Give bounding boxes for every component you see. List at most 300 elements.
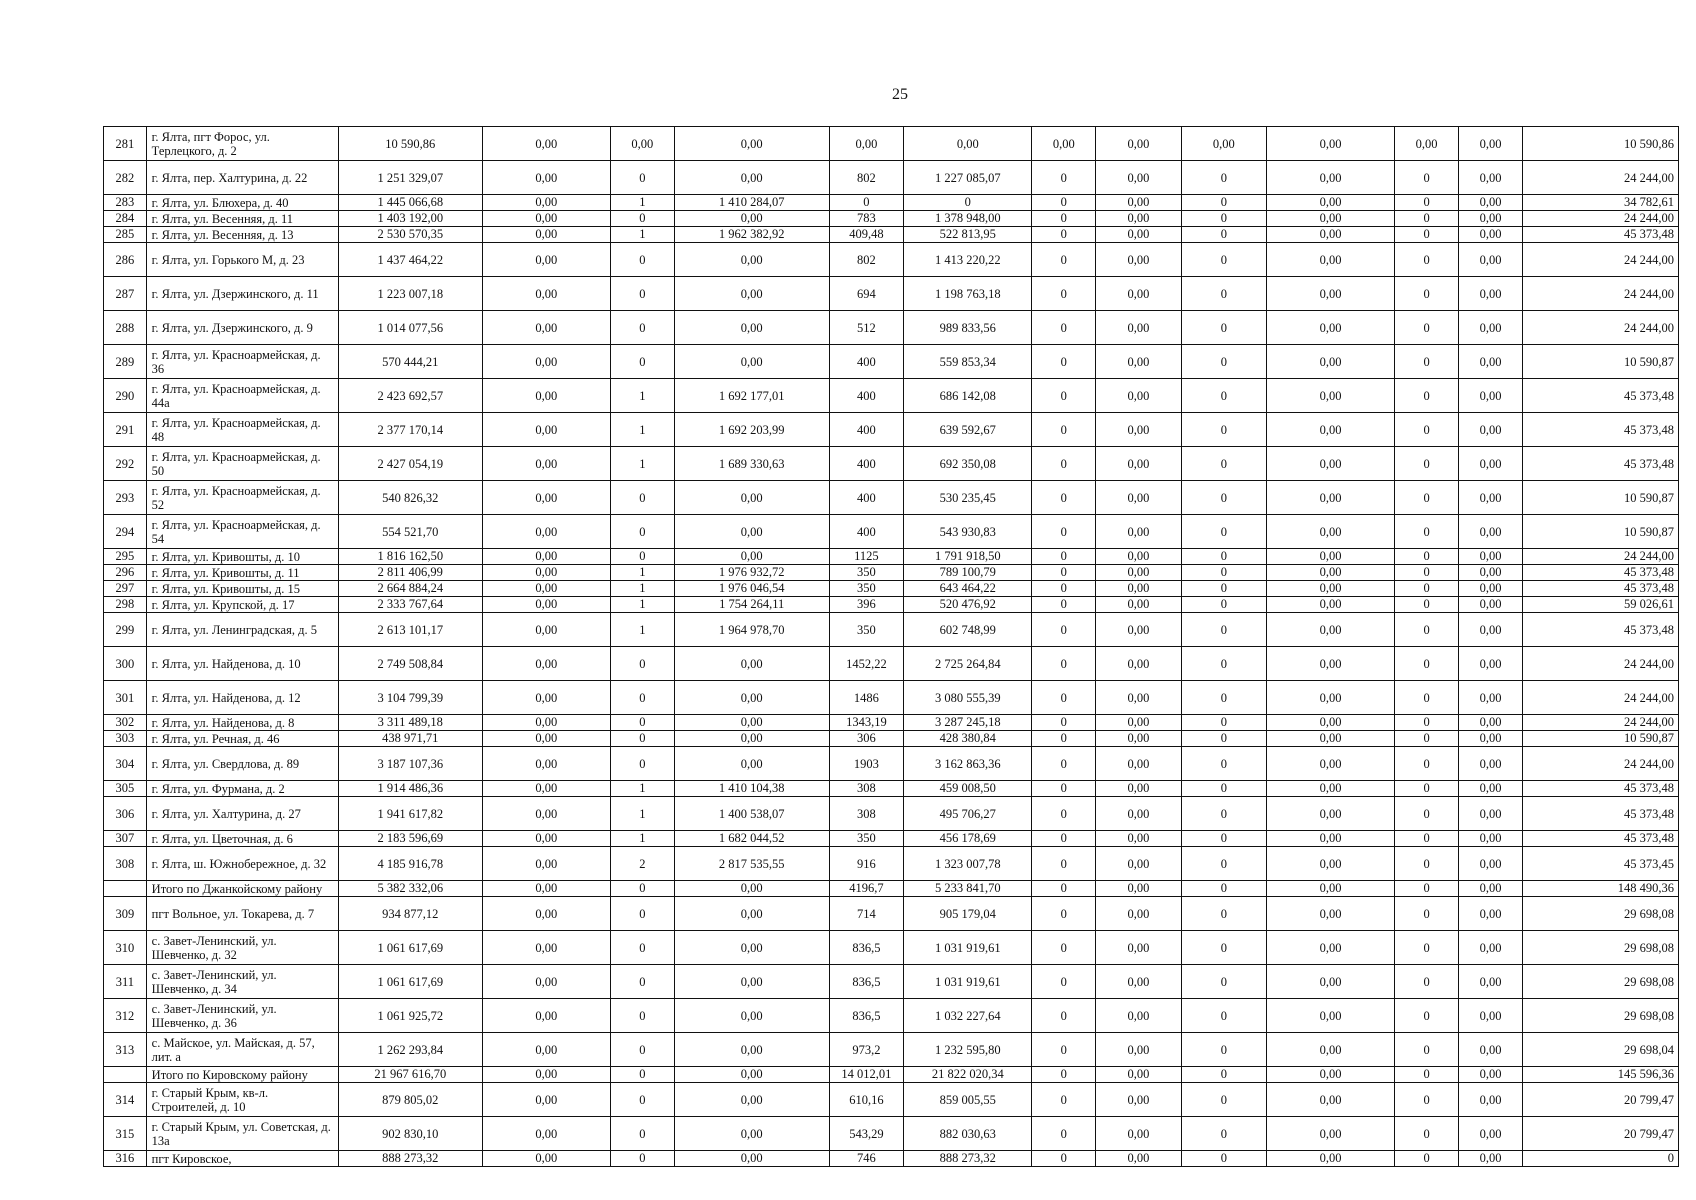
cell-count-5: 0 — [1395, 1151, 1459, 1167]
cell-cost-4: 0,00 — [1267, 731, 1395, 747]
cell-col-4: 0,00 — [482, 549, 610, 565]
table-row — [104, 379, 1679, 413]
cell-cost-1: 0,00 — [674, 965, 829, 999]
cell-count-4: 0 — [1181, 797, 1266, 831]
cell-col-4: 0,00 — [482, 481, 610, 515]
cell-cost-1: 0,00 — [674, 345, 829, 379]
cell-total-cost: 438 971,71 — [338, 731, 482, 747]
cell-cost-2: 1 413 220,22 — [904, 243, 1032, 277]
cell-cost-4: 0,00 — [1267, 747, 1395, 781]
cell-cost-last: 34 782,61 — [1523, 195, 1679, 211]
cell-address: г. Ялта, ул. Халтурина, д. 27 — [146, 797, 338, 831]
cell-cost-4: 0,00 — [1267, 227, 1395, 243]
table-row — [104, 447, 1679, 481]
cell-area: 802 — [829, 161, 904, 195]
table-row — [104, 243, 1679, 277]
cell-cost-last: 59 026,61 — [1523, 597, 1679, 613]
cell-count-5: 0 — [1395, 681, 1459, 715]
cell-total-cost: 3 187 107,36 — [338, 747, 482, 781]
cell-cost-5: 0,00 — [1459, 597, 1523, 613]
cell-row-number: 295 — [104, 549, 147, 565]
cell-cost-4: 0,00 — [1267, 681, 1395, 715]
cell-cost-1: 1 410 104,38 — [674, 781, 829, 797]
cell-count-3: 0 — [1032, 1083, 1096, 1117]
cell-cost-2: 530 235,45 — [904, 481, 1032, 515]
cell-cost-5: 0,00 — [1459, 565, 1523, 581]
cell-cost-1: 1 692 203,99 — [674, 413, 829, 447]
cell-count-4: 0 — [1181, 243, 1266, 277]
table-row — [104, 565, 1679, 581]
cell-total-cost: 554 521,70 — [338, 515, 482, 549]
cell-total-cost: 1 914 486,36 — [338, 781, 482, 797]
cell-total-cost: 570 444,21 — [338, 345, 482, 379]
cell-count-1: 0 — [610, 747, 674, 781]
cell-cost-5: 0,00 — [1459, 195, 1523, 211]
cell-cost-1: 0,00 — [674, 1151, 829, 1167]
cell-count-5: 0 — [1395, 1067, 1459, 1083]
cell-cost-4: 0,00 — [1267, 1033, 1395, 1067]
cell-count-1: 0 — [610, 1151, 674, 1167]
cell-col-4: 0,00 — [482, 1151, 610, 1167]
cell-cost-2: 1 227 085,07 — [904, 161, 1032, 195]
cell-cost-last: 10 590,86 — [1523, 127, 1679, 161]
cell-cost-4: 0,00 — [1267, 581, 1395, 597]
cell-address: г. Ялта, ул. Горького М, д. 23 — [146, 243, 338, 277]
cell-cost-2: 888 273,32 — [904, 1151, 1032, 1167]
cell-cost-last: 0 — [1523, 1151, 1679, 1167]
cell-cost-last: 24 244,00 — [1523, 311, 1679, 345]
table-row — [104, 1083, 1679, 1117]
cell-cost-4: 0,00 — [1267, 277, 1395, 311]
cell-count-5: 0 — [1395, 379, 1459, 413]
cell-total-cost: 2 811 406,99 — [338, 565, 482, 581]
cell-cost-4: 0,00 — [1267, 613, 1395, 647]
cell-cost-1: 0,00 — [674, 715, 829, 731]
cell-count-4: 0 — [1181, 345, 1266, 379]
cell-row-number: 281 — [104, 127, 147, 161]
cell-row-number: 300 — [104, 647, 147, 681]
table-row — [104, 715, 1679, 731]
cell-count-5: 0 — [1395, 243, 1459, 277]
cell-total-cost: 10 590,86 — [338, 127, 482, 161]
cell-cost-3: 0,00 — [1096, 681, 1181, 715]
table-row — [104, 227, 1679, 243]
cell-count-5: 0 — [1395, 731, 1459, 747]
cell-count-4: 0 — [1181, 1083, 1266, 1117]
table-row — [104, 747, 1679, 781]
cell-area: 0 — [829, 195, 904, 211]
cell-cost-4: 0,00 — [1267, 1067, 1395, 1083]
cell-cost-last: 45 373,48 — [1523, 613, 1679, 647]
cell-count-4: 0 — [1181, 731, 1266, 747]
cell-cost-1: 1 754 264,11 — [674, 597, 829, 613]
cell-count-4: 0 — [1181, 681, 1266, 715]
cell-total-cost: 2 530 570,35 — [338, 227, 482, 243]
cell-count-1: 1 — [610, 447, 674, 481]
cell-col-4: 0,00 — [482, 1083, 610, 1117]
cell-count-4: 0 — [1181, 647, 1266, 681]
cell-cost-5: 0,00 — [1459, 1117, 1523, 1151]
cell-count-1: 0 — [610, 1067, 674, 1083]
cell-cost-2: 1 378 948,00 — [904, 211, 1032, 227]
cell-col-4: 0,00 — [482, 515, 610, 549]
page-number: 25 — [892, 86, 908, 103]
cell-count-4: 0 — [1181, 613, 1266, 647]
cell-count-5: 0,00 — [1395, 127, 1459, 161]
cell-cost-1: 0,00 — [674, 747, 829, 781]
cell-cost-5: 0,00 — [1459, 847, 1523, 881]
cell-count-5: 0 — [1395, 311, 1459, 345]
cell-area: 802 — [829, 243, 904, 277]
cell-count-1: 0 — [610, 881, 674, 897]
cell-cost-4: 0,00 — [1267, 161, 1395, 195]
cell-cost-3: 0,00 — [1096, 781, 1181, 797]
cell-cost-3: 0,00 — [1096, 965, 1181, 999]
cell-count-3: 0 — [1032, 965, 1096, 999]
cell-cost-5: 0,00 — [1459, 243, 1523, 277]
cell-count-1: 1 — [610, 195, 674, 211]
cell-count-1: 1 — [610, 413, 674, 447]
cell-cost-4: 0,00 — [1267, 127, 1395, 161]
cell-address: г. Ялта, ул. Речная, д. 46 — [146, 731, 338, 747]
cell-col-4: 0,00 — [482, 243, 610, 277]
cell-count-1: 0 — [610, 931, 674, 965]
cell-count-1: 0 — [610, 1117, 674, 1151]
table-row — [104, 1117, 1679, 1151]
cell-cost-1: 0,00 — [674, 1067, 829, 1083]
cell-count-1: 1 — [610, 227, 674, 243]
cell-cost-1: 0,00 — [674, 647, 829, 681]
cell-area: 350 — [829, 613, 904, 647]
table-row — [104, 1151, 1679, 1167]
cell-count-3: 0 — [1032, 797, 1096, 831]
cell-count-4: 0,00 — [1181, 127, 1266, 161]
cell-count-1: 1 — [610, 581, 674, 597]
cell-count-5: 0 — [1395, 597, 1459, 613]
cell-cost-last: 10 590,87 — [1523, 481, 1679, 515]
cell-count-5: 0 — [1395, 747, 1459, 781]
cell-address: г. Ялта, ул. Найденова, д. 10 — [146, 647, 338, 681]
cell-cost-last: 24 244,00 — [1523, 549, 1679, 565]
cell-cost-3: 0,00 — [1096, 931, 1181, 965]
cell-count-5: 0 — [1395, 647, 1459, 681]
table-row — [104, 999, 1679, 1033]
table-row — [104, 581, 1679, 597]
cell-count-4: 0 — [1181, 1117, 1266, 1151]
cell-col-4: 0,00 — [482, 161, 610, 195]
table-row — [104, 681, 1679, 715]
cell-count-4: 0 — [1181, 747, 1266, 781]
cell-count-5: 0 — [1395, 581, 1459, 597]
cell-cost-5: 0,00 — [1459, 881, 1523, 897]
cell-col-4: 0,00 — [482, 999, 610, 1033]
cell-count-1: 0 — [610, 515, 674, 549]
cell-count-3: 0 — [1032, 781, 1096, 797]
cell-count-1: 0 — [610, 897, 674, 931]
cell-cost-1: 0,00 — [674, 515, 829, 549]
cell-count-5: 0 — [1395, 211, 1459, 227]
cell-cost-2: 1 198 763,18 — [904, 277, 1032, 311]
cell-count-1: 0,00 — [610, 127, 674, 161]
table-row — [104, 1067, 1679, 1083]
cell-total-cost: 2 183 596,69 — [338, 831, 482, 847]
cell-count-3: 0 — [1032, 243, 1096, 277]
cell-cost-4: 0,00 — [1267, 965, 1395, 999]
cell-cost-last: 24 244,00 — [1523, 211, 1679, 227]
cell-cost-2: 643 464,22 — [904, 581, 1032, 597]
cell-count-4: 0 — [1181, 211, 1266, 227]
cell-count-4: 0 — [1181, 447, 1266, 481]
cell-count-5: 0 — [1395, 797, 1459, 831]
cell-cost-last: 45 373,48 — [1523, 227, 1679, 243]
cell-count-1: 0 — [610, 481, 674, 515]
cell-row-number: 297 — [104, 581, 147, 597]
cell-row-number: 285 — [104, 227, 147, 243]
cell-cost-2: 3 162 863,36 — [904, 747, 1032, 781]
table-row — [104, 127, 1679, 161]
cell-cost-3: 0,00 — [1096, 565, 1181, 581]
cell-cost-2: 520 476,92 — [904, 597, 1032, 613]
table-row — [104, 881, 1679, 897]
cell-count-5: 0 — [1395, 345, 1459, 379]
cell-cost-1: 1 689 330,63 — [674, 447, 829, 481]
cell-cost-5: 0,00 — [1459, 211, 1523, 227]
cell-cost-3: 0,00 — [1096, 345, 1181, 379]
cell-count-3: 0 — [1032, 1117, 1096, 1151]
cell-area: 1125 — [829, 549, 904, 565]
cell-count-1: 0 — [610, 681, 674, 715]
cell-count-3: 0 — [1032, 549, 1096, 565]
cell-total-cost: 1 061 617,69 — [338, 931, 482, 965]
cell-cost-last: 24 244,00 — [1523, 277, 1679, 311]
cell-count-3: 0 — [1032, 647, 1096, 681]
cell-row-number: 296 — [104, 565, 147, 581]
cell-address: г. Ялта, ул. Весенняя, д. 13 — [146, 227, 338, 243]
cell-area: 836,5 — [829, 999, 904, 1033]
cell-cost-5: 0,00 — [1459, 413, 1523, 447]
cell-cost-1: 0,00 — [674, 549, 829, 565]
cell-address: г. Ялта, ул. Свердлова, д. 89 — [146, 747, 338, 781]
cell-area: 400 — [829, 447, 904, 481]
table-row — [104, 549, 1679, 565]
cell-area: 400 — [829, 345, 904, 379]
cell-count-5: 0 — [1395, 413, 1459, 447]
cell-cost-2: 21 822 020,34 — [904, 1067, 1032, 1083]
cell-col-4: 0,00 — [482, 379, 610, 413]
cell-cost-4: 0,00 — [1267, 1117, 1395, 1151]
cell-total-cost: 5 382 332,06 — [338, 881, 482, 897]
cell-cost-2: 1 031 919,61 — [904, 931, 1032, 965]
cell-total-cost: 1 403 192,00 — [338, 211, 482, 227]
cell-cost-1: 1 400 538,07 — [674, 797, 829, 831]
cell-col-4: 0,00 — [482, 847, 610, 881]
cell-address: г. Ялта, ш. Южнобережное, д. 32 — [146, 847, 338, 881]
cell-cost-5: 0,00 — [1459, 227, 1523, 243]
cell-cost-4: 0,00 — [1267, 999, 1395, 1033]
cell-total-cost: 1 445 066,68 — [338, 195, 482, 211]
cell-area: 1343,19 — [829, 715, 904, 731]
cell-area: 306 — [829, 731, 904, 747]
cell-count-5: 0 — [1395, 881, 1459, 897]
cell-row-number: 311 — [104, 965, 147, 999]
cell-row-number: 298 — [104, 597, 147, 613]
cell-cost-3: 0,00 — [1096, 1151, 1181, 1167]
cell-count-3: 0 — [1032, 931, 1096, 965]
cell-area: 1903 — [829, 747, 904, 781]
cell-cost-2: 5 233 841,70 — [904, 881, 1032, 897]
cell-count-4: 0 — [1181, 311, 1266, 345]
cell-count-3: 0 — [1032, 413, 1096, 447]
cell-count-3: 0 — [1032, 999, 1096, 1033]
table-row — [104, 515, 1679, 549]
cell-col-4: 0,00 — [482, 647, 610, 681]
cell-row-number: 316 — [104, 1151, 147, 1167]
cell-cost-5: 0,00 — [1459, 613, 1523, 647]
cell-cost-4: 0,00 — [1267, 413, 1395, 447]
cell-row-number: 299 — [104, 613, 147, 647]
cell-count-4: 0 — [1181, 227, 1266, 243]
cell-cost-2: 428 380,84 — [904, 731, 1032, 747]
cell-cost-1: 0,00 — [674, 1083, 829, 1117]
cell-count-5: 0 — [1395, 195, 1459, 211]
cell-cost-2: 859 005,55 — [904, 1083, 1032, 1117]
cell-cost-2: 456 178,69 — [904, 831, 1032, 847]
cell-cost-5: 0,00 — [1459, 481, 1523, 515]
cell-count-1: 0 — [610, 999, 674, 1033]
cell-count-4: 0 — [1181, 549, 1266, 565]
cell-count-4: 0 — [1181, 515, 1266, 549]
cell-cost-2: 692 350,08 — [904, 447, 1032, 481]
cell-cost-4: 0,00 — [1267, 481, 1395, 515]
cell-cost-2: 459 008,50 — [904, 781, 1032, 797]
cell-cost-3: 0,00 — [1096, 413, 1181, 447]
table-row — [104, 481, 1679, 515]
cell-count-3: 0 — [1032, 195, 1096, 211]
cell-count-3: 0 — [1032, 161, 1096, 195]
cell-row-number: 288 — [104, 311, 147, 345]
cell-area: 14 012,01 — [829, 1067, 904, 1083]
cell-cost-2: 1 791 918,50 — [904, 549, 1032, 565]
cell-row-number: 291 — [104, 413, 147, 447]
cell-cost-last: 45 373,48 — [1523, 379, 1679, 413]
table-row — [104, 931, 1679, 965]
cell-count-5: 0 — [1395, 613, 1459, 647]
cell-cost-2: 0,00 — [904, 127, 1032, 161]
table-row — [104, 781, 1679, 797]
cell-count-3: 0 — [1032, 345, 1096, 379]
cell-cost-4: 0,00 — [1267, 897, 1395, 931]
cell-address: г. Ялта, ул. Найденова, д. 8 — [146, 715, 338, 731]
cell-count-3: 0 — [1032, 881, 1096, 897]
cell-cost-1: 1 964 978,70 — [674, 613, 829, 647]
cell-total-cost: 1 437 464,22 — [338, 243, 482, 277]
cell-count-5: 0 — [1395, 515, 1459, 549]
cell-cost-4: 0,00 — [1267, 831, 1395, 847]
cell-count-1: 0 — [610, 1083, 674, 1117]
cell-cost-2: 1 323 007,78 — [904, 847, 1032, 881]
cell-row-number: 302 — [104, 715, 147, 731]
cell-cost-3: 0,00 — [1096, 515, 1181, 549]
cell-cost-5: 0,00 — [1459, 161, 1523, 195]
cell-cost-4: 0,00 — [1267, 515, 1395, 549]
cell-cost-1: 0,00 — [674, 897, 829, 931]
cell-cost-1: 1 962 382,92 — [674, 227, 829, 243]
cell-address: с. Завет-Ленинский, ул. Шевченко, д. 34 — [146, 965, 338, 999]
cell-cost-1: 1 682 044,52 — [674, 831, 829, 847]
cell-col-4: 0,00 — [482, 797, 610, 831]
cell-row-number: 307 — [104, 831, 147, 847]
cell-address: г. Ялта, ул. Блюхера, д. 40 — [146, 195, 338, 211]
cell-cost-2: 1 232 595,80 — [904, 1033, 1032, 1067]
cell-cost-2: 882 030,63 — [904, 1117, 1032, 1151]
cell-col-4: 0,00 — [482, 211, 610, 227]
cell-cost-1: 0,00 — [674, 161, 829, 195]
cell-address: г. Ялта, ул. Крупской, д. 17 — [146, 597, 338, 613]
cell-col-4: 0,00 — [482, 447, 610, 481]
cell-area: 350 — [829, 831, 904, 847]
cell-row-number: 292 — [104, 447, 147, 481]
cell-col-4: 0,00 — [482, 413, 610, 447]
cell-count-3: 0 — [1032, 613, 1096, 647]
cell-cost-5: 0,00 — [1459, 379, 1523, 413]
cell-count-1: 0 — [610, 965, 674, 999]
cell-cost-3: 0,00 — [1096, 831, 1181, 847]
cell-total-cost: 888 273,32 — [338, 1151, 482, 1167]
cell-area: 400 — [829, 515, 904, 549]
cell-cost-4: 0,00 — [1267, 715, 1395, 731]
cell-area: 400 — [829, 413, 904, 447]
cell-total-cost: 2 664 884,24 — [338, 581, 482, 597]
cell-count-4: 0 — [1181, 597, 1266, 613]
cell-count-1: 0 — [610, 549, 674, 565]
cell-cost-last: 29 698,04 — [1523, 1033, 1679, 1067]
cell-cost-3: 0,00 — [1096, 195, 1181, 211]
cell-area: 396 — [829, 597, 904, 613]
cell-cost-3: 0,00 — [1096, 1067, 1181, 1083]
cell-total-cost: 1 262 293,84 — [338, 1033, 482, 1067]
cell-cost-5: 0,00 — [1459, 797, 1523, 831]
cell-count-1: 0 — [610, 1033, 674, 1067]
cell-count-5: 0 — [1395, 161, 1459, 195]
cell-row-number — [104, 1067, 147, 1083]
table-row — [104, 311, 1679, 345]
cell-total-cost: 1 941 617,82 — [338, 797, 482, 831]
cell-count-4: 0 — [1181, 1033, 1266, 1067]
cell-count-5: 0 — [1395, 1117, 1459, 1151]
cell-cost-last: 10 590,87 — [1523, 731, 1679, 747]
cell-col-4: 0,00 — [482, 931, 610, 965]
cell-cost-2: 2 725 264,84 — [904, 647, 1032, 681]
cell-row-number: 308 — [104, 847, 147, 881]
cell-row-number: 289 — [104, 345, 147, 379]
cell-row-number: 286 — [104, 243, 147, 277]
cell-cost-4: 0,00 — [1267, 931, 1395, 965]
cell-cost-1: 0,00 — [674, 127, 829, 161]
cell-cost-4: 0,00 — [1267, 379, 1395, 413]
cell-count-4: 0 — [1181, 581, 1266, 597]
cell-address: г. Ялта, ул. Кривошты, д. 10 — [146, 549, 338, 565]
cell-cost-3: 0,00 — [1096, 243, 1181, 277]
cell-address: г. Ялта, ул. Красноармейская, д. 52 — [146, 481, 338, 515]
cell-area: 0,00 — [829, 127, 904, 161]
cell-col-4: 0,00 — [482, 1117, 610, 1151]
cell-cost-3: 0,00 — [1096, 1033, 1181, 1067]
cell-count-3: 0 — [1032, 731, 1096, 747]
cell-row-number: 305 — [104, 781, 147, 797]
cell-area: 694 — [829, 277, 904, 311]
cell-row-number: 287 — [104, 277, 147, 311]
table-row — [104, 597, 1679, 613]
